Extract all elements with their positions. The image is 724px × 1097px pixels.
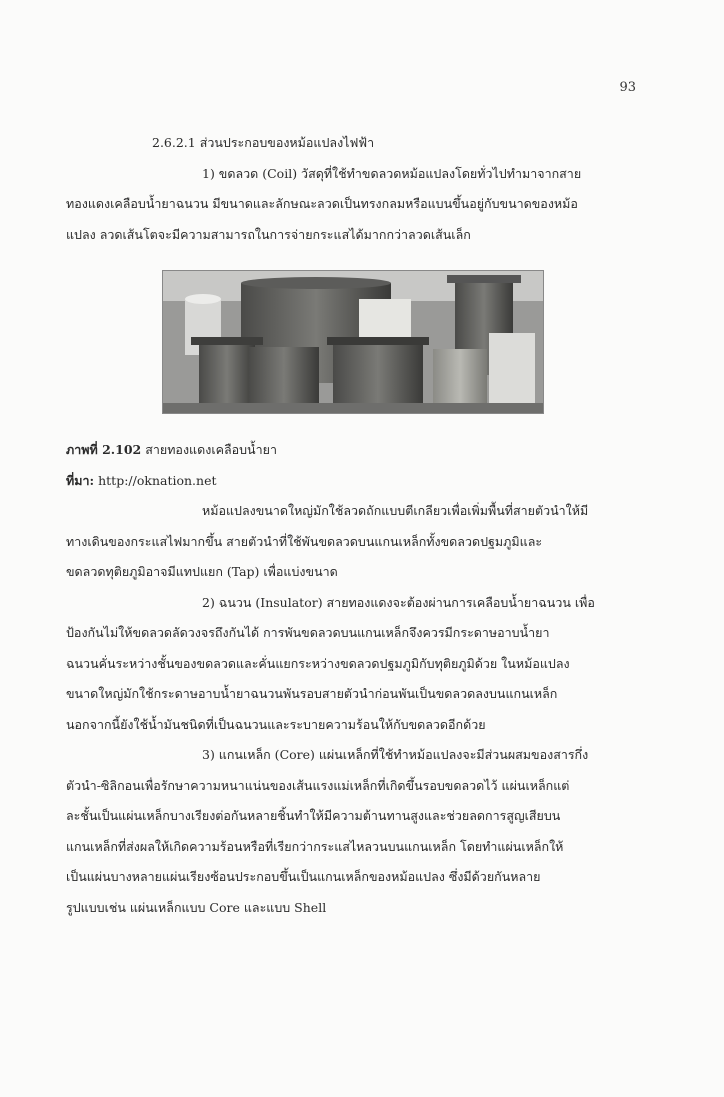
text-line: เป็นแผ่นบางหลายแผ่นเรียงซ้อนประกอบขึ้นเป็นแกนเหล็กของหม้อแปลง ซึ่งมีด้วยกันหลาย (66, 869, 541, 884)
text-line: ทองแดงเคลือบน้ำยาฉนวน มีขนาดและลักษณะลวดเป็นทรงกลมหรือแบนขึ้นอยู่กับขนาดของหม้อ (66, 196, 578, 211)
spools-illustration (163, 271, 543, 413)
section-heading: 2.6.2.1 ส่วนประกอบของหม้อแปลงไฟฟ้า (152, 135, 375, 150)
text-line: แกนเหล็กที่ส่งผลให้เกิดความร้อนหรือที่เรียกว่ากระแสไหลวนบนแกนเหล็ก โดยทำแผ่นเหล็กให้ (66, 838, 564, 854)
text-line: นอกจากนี้ยังใช้น้ำมันชนิดที่เป็นฉนวนและระบายความร้อนให้กับขดลวดอีกด้วย (66, 716, 486, 732)
source-label: ที่มา: (66, 473, 95, 488)
text-line: ทางเดินของกระแสไฟมากขึ้น สายตัวนำที่ใช้พันขดลวดบนแกนเหล็กทั้งขดลวดปฐมภูมิและ (66, 533, 543, 549)
paragraph-coil (66, 159, 642, 251)
text-line: ขดลวดทุติยภูมิอาจมีแทปแยก (Tap) เพื่อแบ่งขนาด (66, 564, 338, 579)
copper-wire-spools-photo (162, 270, 544, 414)
text-line: ฉนวนคั่นระหว่างชั้นของขดลวดและคั่นแยกระหว่างขดลวดปฐมภูมิกับทุติยภูมิด้วย ในหม้อแปลง (66, 655, 570, 671)
text-line: 3) แกนเหล็ก (Core) แผ่นเหล็กที่ใช้ทำหม้อแปลงจะมีส่วนผสมของสารกึ่ง (202, 747, 589, 762)
text-line: ป้องกันไม่ให้ขดลวดลัดวงจรถึงกันได้ การพันขดลวดบนแกนเหล็กจึงควรมีกระดาษอาบน้ำยา (66, 625, 550, 640)
paragraph-core (66, 740, 642, 923)
text-line: ละชั้นเป็นแผ่นเหล็กบางเรียงต่อกันหลายชิ้นทำให้มีความต้านทานสูงและช่วยลดการสูญเสียบน (66, 808, 561, 823)
paragraph-tap (66, 496, 642, 588)
text-line: 2) ฉนวน (Insulator) สายทองแดงจะต้องผ่านการเคลือบน้ำยาฉนวน เพื่อ (202, 594, 595, 610)
text-line: ขนาดใหญ่มักใช้กระดาษอาบน้ำยาฉนวนพันรอบสายตัวนำก่อนพันเป็นขดลวดลงบนแกนเหล็ก (66, 686, 558, 701)
text-line: รูปแบบเช่น แผ่นเหล็กแบบ Core และแบบ Shell (66, 899, 327, 915)
paragraph-insulator (66, 588, 642, 741)
text-line: ตัวนำ-ซิลิกอนเพื่อรักษาความหนาแน่นของเส้นแรงแม่เหล็กที่เกิดขึ้นรอบขดลวดไว้ แผ่นเหล็กแต่ (66, 777, 570, 793)
page-content (66, 128, 642, 923)
page-number: 93 (619, 80, 636, 95)
source-text: http://oknation.net (98, 473, 217, 488)
text-line: แปลง ลวดเส้นโตจะมีความสามารถในการจ่ายกระแสได้มากกว่าลวดเส้นเล็ก (66, 226, 471, 242)
caption-label: ภาพที่ 2.102 (66, 442, 142, 457)
text-line: หม้อแปลงขนาดใหญ่มักใช้ลวดถักแบบตีเกลียวเพื่อเพิ่มพื้นที่สายตัวนำให้มี (202, 503, 589, 518)
text-line: 1) ขดลวด (Coil) วัสดุที่ใช้ทำขดลวดหม้อแปลงโดยทั่วไปทำมาจากสาย (202, 165, 582, 181)
caption-text: สายทองแดงเคลือบน้ำยา (145, 442, 277, 457)
figure-caption (66, 434, 642, 496)
